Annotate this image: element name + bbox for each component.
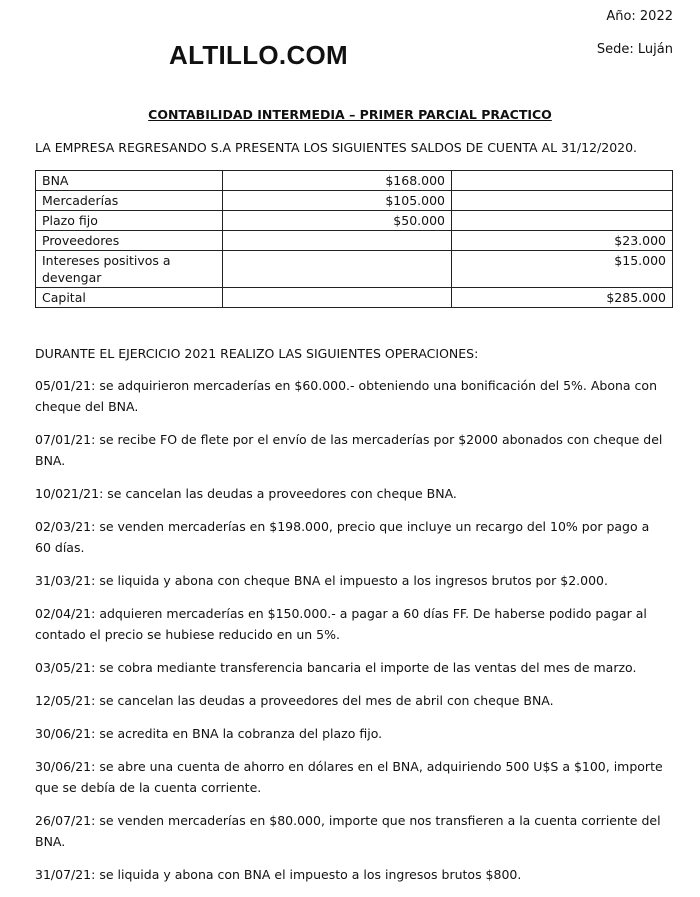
account-cell: Mercaderías [36,191,223,211]
operations-heading: DURANTE EL EJERCICIO 2021 REALIZO LAS SIGUIENTES OPERACIONES: [35,346,479,361]
credit-cell [452,191,673,211]
operation-item: 31/03/21: se liquida y abona con cheque BNA el impuesto a los ingresos brutos por $2.000. [35,573,608,588]
account-cell: Plazo fijo [36,211,223,231]
table-row [36,288,673,308]
operation-item: 30/06/21: se abre una cuenta de ahorro en dólares en el BNA, adquiriendo 500 U$S a $100, importe que se debía de la cuenta corriente. [35,759,663,795]
operation-item: 10/021/21: se cancelan las deudas a proveedores con cheque BNA. [35,486,457,501]
document-title: CONTABILIDAD INTERMEDIA – PRIMER PARCIAL PRACTICO [148,107,552,122]
table-row [36,251,673,288]
operation-item: 31/07/21: se liquida y abona con BNA el impuesto a los ingresos brutos $800. [35,867,522,882]
debit-cell: $50.000 [223,211,452,231]
credit-cell: $15.000 [452,251,673,288]
year-label: Año: 2022 [606,9,673,24]
account-cell: Proveedores [36,231,223,251]
operation-item: 26/07/21: se venden mercaderías en $80.000, importe que nos transfieren a la cuenta corriente del BNA. [35,813,661,849]
operation-item: 03/05/21: se cobra mediante transferencia bancaria el importe de las ventas del mes de marzo. [35,660,637,675]
table-row [36,191,673,211]
operation-item: 02/04/21: adquieren mercaderías en $150.000.- a pagar a 60 días FF. De haberse podido pagar al contado el precio se hubiese reducido en un 5%. [35,606,647,642]
table-row [36,171,673,191]
operation-item: 07/01/21: se recibe FO de flete por el envío de las mercaderías por $2000 abonados con cheque del BNA. [35,432,663,468]
operation-item: 05/01/21: se adquirieron mercaderías en $60.000.- obteniendo una bonificación del 5%. Abona con cheque del BNA. [35,378,657,414]
sede-label: Sede: Luján [596,42,673,57]
debit-cell: $168.000 [223,171,452,191]
intro-text: LA EMPRESA REGRESANDO S.A PRESENTA LOS SIGUIENTES SALDOS DE CUENTA AL 31/12/2020. [35,140,638,155]
account-cell: BNA [36,171,223,191]
debit-cell: $105.000 [223,191,452,211]
operation-item: 30/06/21: se acredita en BNA la cobranza del plazo fijo. [35,726,383,741]
operation-item: 02/03/21: se venden mercaderías en $198.000, precio que incluye un recargo del 10% por pago a 60 días. [35,519,650,555]
balances-table [35,170,673,308]
debit-cell [223,288,452,308]
account-cell: Capital [36,288,223,308]
site-logo-text: ALTILLO.COM [169,40,349,70]
table-row [36,211,673,231]
account-cell: Intereses positivos a devengar [36,251,223,288]
table-row [36,231,673,251]
credit-cell: $285.000 [452,288,673,308]
credit-cell [452,211,673,231]
debit-cell [223,251,452,288]
operation-item: 12/05/21: se cancelan las deudas a proveedores del mes de abril con cheque BNA. [35,693,554,708]
debit-cell [223,231,452,251]
operations-list [35,375,665,897]
credit-cell: $23.000 [452,231,673,251]
credit-cell [452,171,673,191]
